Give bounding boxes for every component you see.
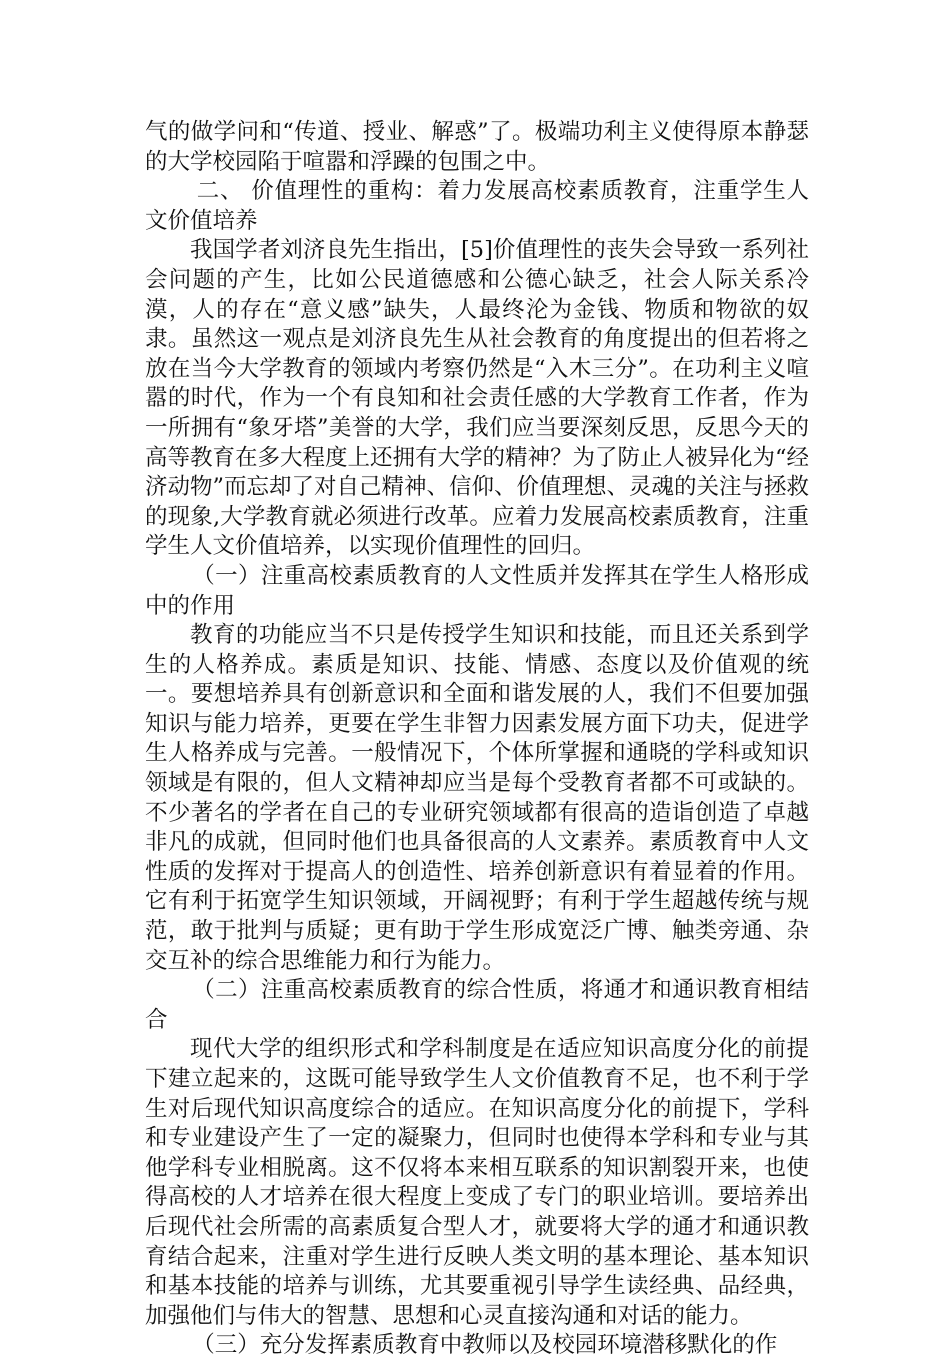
body-paragraph: 教育的功能应当不只是传授学生知识和技能，而且还关系到学生的人格养成。素质是知识、技能、情感、态度以及价值观的统一。要想培养具有创新意识和全面和谐发展的人，我们不但要加强知识与能力培养，更要在学生非智力因素发展方面下功夫，促进学生人格养成与完善。一般情况下，个体所掌握和通晓的学科或知识领域是有限的，但人文精神却应当是每个受教育者都不可或缺的。不少著名的学者在自己的专业研究领域都有很高的造诣创造了卓越非凡的成就，但同时他们也具备很高的人文素养。素质教育中人文性质的发挥对于提高人的创造性、培养创新意识有着显着的作用。它有利于拓宽学生知识领域，开阔视野；有利于学生超越传统与规范，敢于批判与质疑；更有助于学生形成宽泛广博、触类旁通、杂交互补的综合思维能力和行为能力。 [145, 622, 809, 974]
section-heading-2: 二、 价值理性的重构：着力发展高校素质教育，注重学生人文价值培养 [145, 178, 809, 234]
subsection-heading-1: （一）注重高校素质教育的人文性质并发挥其在学生人格形成中的作用 [145, 562, 809, 619]
subsection-heading-3: （三）充分发挥素质教育中教师以及校园环境潜移默化的作 [192, 1332, 778, 1359]
body-paragraph-continued: 气的做学问和“传道、授业、解惑”了。极端功利主义使得原本静瑟的大学校园陷于喧嚣和浮躁的包围之中。 [145, 119, 809, 175]
body-paragraph: 我国学者刘济良先生指出，[5]价值理性的丧失会导致一系列社会问题的产生，比如公民道德感和公德心缺乏，社会人际关系冷漠，人的存在“意义感”缺失，人最终沦为金钱、物质和物欲的奴隶。虽然这一观点是刘济良先生从社会教育的角度提出的但若将之放在当今大学教育的领域内考察仍然是“入木三分”。在功利主义喧嚣的时代，作为一个有良知和社会责任感的大学教育工作者，作为一所拥有“象牙塔”美誉的大学，我们应当要深刻反思，反思今天的高等教育在多大程度上还拥有大学的精神？为了防止人被异化为“经济动物”而忘却了对自己精神、信仰、价值理想、灵魂的关注与拯救的现象,大学教育就必须进行改革。应着力发展高校素质教育，注重学生人文价值培养，以实现价值理性的回归。 [145, 237, 810, 560]
body-paragraph: 现代大学的组织形式和学科制度是在适应知识高度分化的前提下建立起来的，这既可能导致学生人文价值教育不足，也不利于学生对后现代知识高度综合的适应。在知识高度分化的前提下，学科和专业建设产生了一定的凝聚力，但同时也使得本学科和专业与其他学科专业相脱离。这不仅将本来相互联系的知识割裂开来，也使得高校的人才培养在很大程度上变成了专门的职业培训。要培养出后现代社会所需的高素质复合型人才，就要将大学的通才和通识教育结合起来，注重对学生进行反映人类文明的基本理论、基本知识和基本技能的培养与训练，尤其要重视引导学生读经典、品经典，加强他们与伟大的智慧、思想和心灵直接沟通和对话的能力。 [145, 1036, 809, 1329]
document-page [145, 118, 809, 1361]
subsection-heading-2: （二）注重高校素质教育的综合性质，将通才和通识教育相结合 [145, 977, 809, 1033]
